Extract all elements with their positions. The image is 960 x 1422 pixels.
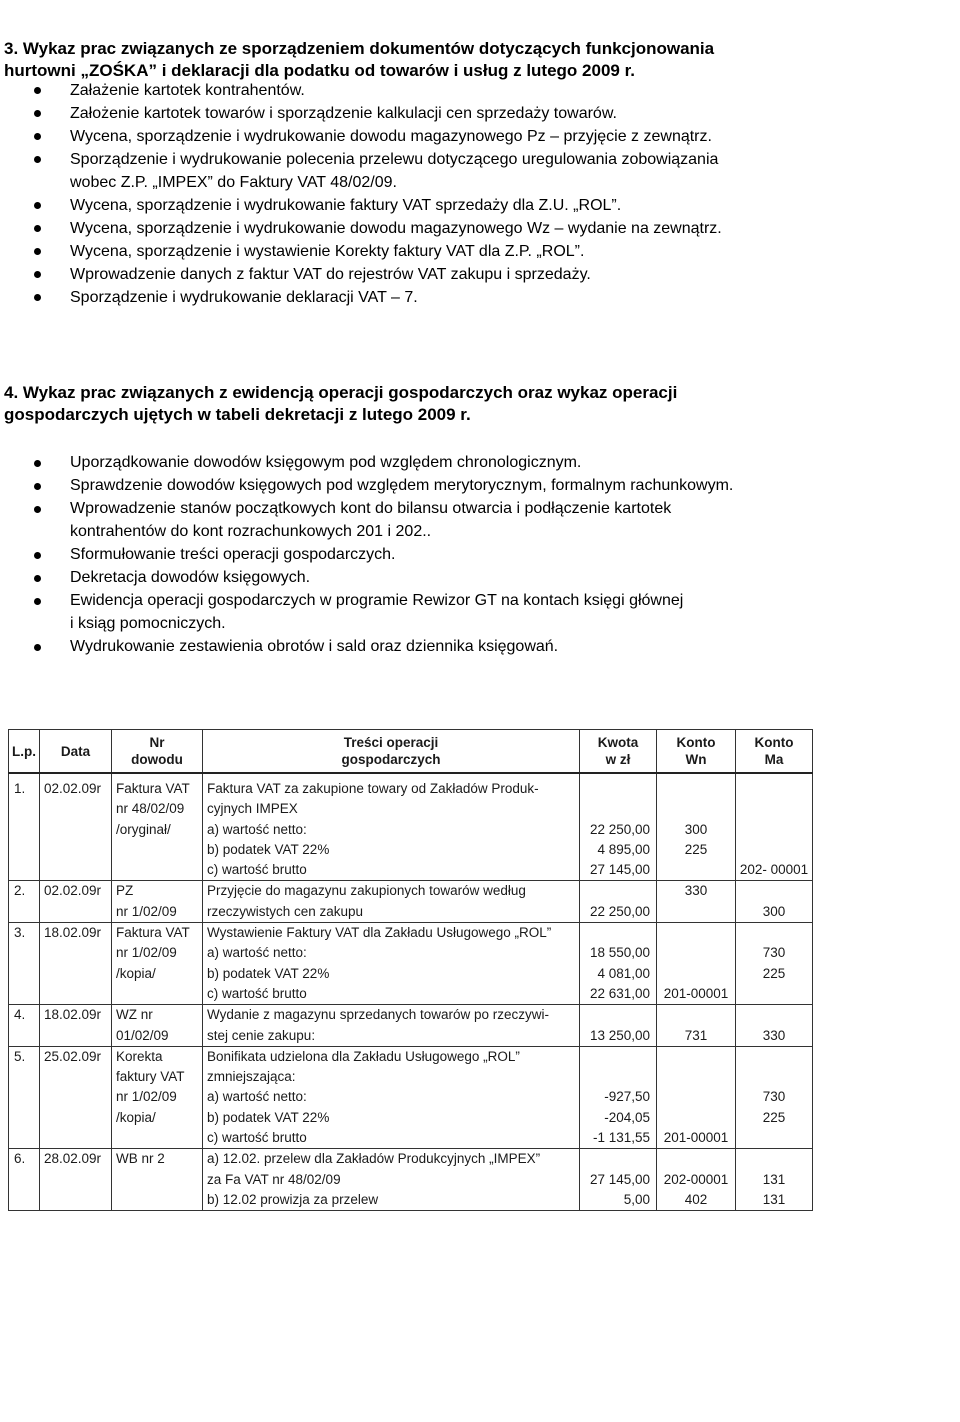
cell-amount-line — [580, 779, 656, 799]
cell-description-line: c) wartość brutto — [207, 862, 307, 878]
cell-date-value: 25.02.09r — [44, 1048, 102, 1064]
cell-description-line: stej cenie zakupu: — [207, 1027, 316, 1043]
cell-account-debit — [657, 1149, 736, 1211]
cell-amount-line: 13 250,00 — [589, 1027, 650, 1043]
section-3-heading — [4, 38, 904, 82]
cell-date — [40, 1046, 112, 1148]
cell-amount-line — [580, 923, 656, 943]
cell-account-credit-line — [736, 1067, 812, 1087]
cell-date — [40, 773, 112, 881]
cell-amount-line — [580, 881, 656, 901]
cell-doc-number-line: /kopia/ — [116, 965, 156, 981]
section-3-list-item — [0, 125, 900, 148]
cell-account-debit — [657, 881, 736, 923]
cell-date-value: 18.02.09r — [44, 1007, 102, 1023]
cell-account-credit-line — [736, 984, 812, 1004]
cell-amount-line — [580, 1149, 656, 1169]
cell-doc-number-line: PZ — [116, 883, 134, 899]
cell-amount-line — [580, 1005, 656, 1025]
cell-account-debit-line — [657, 1087, 735, 1107]
section-3-list-item-text: Załażenie kartotek kontrahentów. — [70, 82, 305, 99]
cell-account-debit-line: 201-00001 — [663, 1130, 729, 1146]
cell-lp — [9, 1149, 40, 1211]
cell-account-debit — [657, 773, 736, 881]
cell-date — [40, 1149, 112, 1211]
cell-account-debit-line — [657, 964, 735, 984]
bullet-icon — [34, 248, 41, 255]
cell-account-debit-line: 731 — [684, 1027, 708, 1043]
cell-description — [203, 1149, 580, 1211]
cell-doc-number-line: WB nr 2 — [116, 1151, 165, 1167]
section-3-list-item — [0, 240, 900, 263]
cell-amount-line: -927,50 — [604, 1089, 650, 1105]
bullet-icon — [34, 271, 41, 278]
cell-account-credit-line: 131 — [762, 1171, 786, 1187]
cell-lp — [9, 1046, 40, 1148]
bullet-icon — [34, 575, 41, 582]
cell-amount-line: 4 895,00 — [597, 841, 650, 857]
bullet-icon — [34, 552, 41, 559]
header-doc-number: Nr dowodu — [112, 730, 203, 774]
cell-account-credit-line: 330 — [762, 1027, 786, 1043]
cell-description-line: a) wartość netto: — [207, 1089, 307, 1105]
section-3-list-item-text: Założenie kartotek towarów i sporządzenie kalkulacji cen sprzedaży towarów. — [70, 105, 617, 122]
cell-account-credit-line — [736, 840, 812, 860]
cell-account-debit-line — [657, 779, 735, 799]
cell-doc-number-line: 01/02/09 — [116, 1027, 169, 1043]
bullet-icon — [34, 87, 41, 94]
bullet-icon — [34, 110, 41, 117]
cell-description-line: zmniejszająca: — [207, 1069, 296, 1085]
section-4-list-item-text: Ewidencja operacji gospodarczych w programie Rewizor GT na kontach księgi głównej — [70, 592, 684, 609]
section-3-list-item — [0, 217, 900, 240]
section-4-list-item-text: Dekretacja dowodów księgowych. — [70, 569, 311, 586]
section-4-heading-line2: gospodarczych ujętych w tabeli dekretacji z lutego 2009 r. — [4, 405, 471, 424]
cell-doc-number — [112, 1149, 203, 1211]
cell-account-debit — [657, 1005, 736, 1047]
section-4-list-item — [0, 589, 900, 635]
cell-date — [40, 923, 112, 1005]
cell-account-credit-line — [736, 923, 812, 943]
cell-account-credit-line: 131 — [762, 1191, 786, 1207]
cell-amount-line: 22 631,00 — [589, 985, 650, 1001]
cell-description — [203, 923, 580, 1005]
cell-description-line: Wydanie z magazynu sprzedanych towarów po rzeczywi- — [207, 1007, 550, 1023]
cell-account-credit-line — [736, 799, 812, 819]
cell-amount-line: 18 550,00 — [589, 945, 650, 961]
cell-lp — [9, 773, 40, 881]
section-4-list-item — [0, 566, 900, 589]
cell-account-credit-line: 730 — [762, 945, 786, 961]
cell-account-debit-line — [657, 943, 735, 963]
cell-description-line: c) wartość brutto — [207, 985, 307, 1001]
header-date: Data — [40, 730, 112, 774]
cell-doc-number — [112, 1046, 203, 1148]
cell-doc-number-line: faktury VAT — [116, 1069, 185, 1085]
cell-doc-number-line: Korekta — [116, 1048, 163, 1064]
section-3-list-item-text: Wycena, sporządzenie i wydrukowanie dowodu magazynowego Wz – wydanie na zewnątrz. — [70, 220, 722, 237]
section-3-heading-line1: 3. Wykaz prac związanych ze sporządzeniem dokumentów dotyczących funkcjonowania — [4, 39, 715, 58]
section-4-list-item-text: i ksiąg pomocniczych. — [70, 615, 226, 632]
cell-doc-number — [112, 1005, 203, 1047]
cell-account-credit-line — [736, 1005, 812, 1025]
cell-lp-value: 2. — [14, 883, 26, 899]
cell-lp-value: 6. — [14, 1151, 26, 1167]
cell-doc-number-line — [112, 1170, 202, 1190]
cell-account-debit-line — [657, 1005, 735, 1025]
cell-description-line: b) podatek VAT 22% — [207, 965, 330, 981]
cell-account-debit-line: 330 — [684, 883, 708, 899]
table-row — [9, 1046, 813, 1148]
cell-lp — [9, 1005, 40, 1047]
cell-account-credit-line: 300 — [762, 903, 786, 919]
cell-amount — [580, 1046, 657, 1148]
cell-description-line: rzeczywistych cen zakupu — [207, 903, 364, 919]
section-3-list-item-text: Wycena, sporządzenie i wystawienie Korekty faktury VAT dla Z.P. „ROL”. — [70, 243, 585, 260]
table-row — [9, 773, 813, 881]
cell-account-credit — [736, 923, 813, 1005]
cell-account-credit-line — [736, 1047, 812, 1067]
cell-doc-number — [112, 773, 203, 881]
cell-account-credit-line: 225 — [762, 965, 786, 981]
cell-doc-number-line: nr 1/02/09 — [116, 945, 177, 961]
section-4-list-item-text: Sprawdzenie dowodów księgowych pod względem merytorycznym, formalnym rachunkowym. — [70, 477, 734, 494]
cell-account-debit-line: 225 — [684, 841, 708, 857]
bullet-icon — [34, 133, 41, 140]
cell-account-credit-line — [736, 779, 812, 799]
section-4-list-item-text: Wydrukowanie zestawienia obrotów i sald oraz dziennika księgowań. — [70, 638, 559, 655]
section-4-list-item — [0, 497, 900, 543]
cell-date-value: 02.02.09r — [44, 781, 102, 796]
cell-account-credit-line: 225 — [762, 1109, 786, 1125]
cell-account-credit-line: 202- 00001 — [739, 862, 809, 878]
table-row — [9, 1005, 813, 1047]
cell-doc-number-line — [112, 984, 202, 1004]
cell-description — [203, 773, 580, 881]
cell-amount-line: 27 145,00 — [589, 862, 650, 878]
section-3-list-item — [0, 79, 900, 102]
cell-description-line: cyjnych IMPEX — [207, 801, 298, 817]
bullet-icon — [34, 460, 41, 467]
section-3-list-item — [0, 263, 900, 286]
table-row — [9, 1149, 813, 1211]
decretation-table — [8, 729, 813, 1211]
cell-account-debit-line — [657, 923, 735, 943]
section-3-list-item — [0, 286, 900, 309]
section-4-list-item — [0, 635, 900, 658]
cell-lp-value: 1. — [14, 781, 26, 796]
cell-description-line: c) wartość brutto — [207, 1130, 307, 1146]
cell-doc-number-line: Faktura VAT — [116, 925, 190, 941]
section-3-list-item — [0, 148, 900, 194]
section-3-list-item — [0, 194, 900, 217]
cell-doc-number — [112, 923, 203, 1005]
cell-amount-line — [580, 799, 656, 819]
section-4-list — [0, 451, 900, 658]
cell-date-value: 28.02.09r — [44, 1151, 102, 1167]
cell-description-line: Wystawienie Faktury VAT dla Zakładu Usługowego „ROL” — [207, 925, 552, 941]
cell-amount — [580, 923, 657, 1005]
section-3-list-item-text: Wycena, sporządzenie i wydrukowanie dowodu magazynowego Pz – przyjęcie z zewnątrz. — [70, 128, 712, 145]
cell-lp-value: 3. — [14, 925, 26, 941]
table-header-row — [9, 730, 813, 774]
cell-description-line: Przyjęcie do magazynu zakupionych towarów według — [207, 883, 526, 899]
section-3-list-item-text: Sporządzenie i wydrukowanie polecenia przelewu dotyczącego uregulowania zobowiązania — [70, 151, 719, 168]
cell-doc-number-line: nr 1/02/09 — [116, 1089, 177, 1105]
section-3-list-item-text: Sporządzenie i wydrukowanie deklaracji VAT – 7. — [70, 289, 418, 306]
section-3-list-item — [0, 102, 900, 125]
section-4-list-item-text: Wprowadzenie stanów początkowych kont do bilansu otwarcia i podłączenie kartotek — [70, 500, 672, 517]
cell-amount — [580, 881, 657, 923]
section-4-list-item — [0, 543, 900, 566]
cell-doc-number-line: Faktura VAT — [116, 781, 190, 796]
cell-account-debit-line — [657, 1067, 735, 1087]
cell-amount-line: -204,05 — [604, 1109, 650, 1125]
cell-account-debit-line: 300 — [684, 821, 708, 837]
section-4-list-item — [0, 474, 900, 497]
cell-description-line: Faktura VAT za zakupione towary od Zakładów Produk- — [207, 781, 539, 796]
cell-account-debit — [657, 1046, 736, 1148]
cell-description — [203, 1046, 580, 1148]
section-4-list-item-text: Sformułowanie treści operacji gospodarczych. — [70, 546, 396, 563]
bullet-icon — [34, 156, 41, 163]
cell-description-line: a) 12.02. przelew dla Zakładów Produkcyjnych „IMPEX” — [207, 1151, 541, 1167]
table-body — [9, 773, 813, 1211]
section-4-list-item-text: Uporządkowanie dowodów księgowym pod względem chronologicznym. — [70, 454, 582, 471]
bullet-icon — [34, 294, 41, 301]
cell-amount-line: -1 131,55 — [592, 1130, 650, 1146]
bullet-icon — [34, 483, 41, 490]
cell-amount-line: 22 250,00 — [589, 903, 650, 919]
section-4-heading — [4, 382, 904, 426]
header-amount: Kwota w zł — [580, 730, 657, 774]
cell-account-credit-line — [736, 820, 812, 840]
cell-lp-value: 5. — [14, 1048, 26, 1064]
cell-description — [203, 881, 580, 923]
bullet-icon — [34, 644, 41, 651]
section-4-list-item — [0, 451, 900, 474]
cell-doc-number-line: nr 1/02/09 — [116, 903, 177, 919]
cell-description-line: b) podatek VAT 22% — [207, 1109, 330, 1125]
cell-account-credit — [736, 773, 813, 881]
cell-doc-number-line: /oryginał/ — [116, 821, 171, 837]
bullet-icon — [34, 202, 41, 209]
table-row — [9, 881, 813, 923]
cell-amount-line: 4 081,00 — [597, 965, 650, 981]
cell-lp — [9, 923, 40, 1005]
section-3-list-item-text: wobec Z.P. „IMPEX” do Faktury VAT 48/02/09. — [70, 174, 397, 191]
header-account-credit: Konto Ma — [736, 730, 813, 774]
cell-doc-number-line — [112, 1128, 202, 1148]
cell-account-credit-line — [736, 1128, 812, 1148]
cell-account-credit-line — [736, 1149, 812, 1169]
cell-doc-number — [112, 881, 203, 923]
section-3-list-item-text: Wycena, sporządzenie i wydrukowanie faktury VAT sprzedaży dla Z.U. „ROL”. — [70, 197, 622, 214]
header-lp: L.p. — [9, 730, 40, 774]
bullet-icon — [34, 225, 41, 232]
cell-doc-number-line — [112, 860, 202, 880]
cell-account-debit-line — [657, 1149, 735, 1169]
cell-description — [203, 1005, 580, 1047]
cell-account-debit-line — [657, 1047, 735, 1067]
cell-amount-line — [580, 1047, 656, 1067]
cell-lp-value: 4. — [14, 1007, 26, 1023]
cell-account-credit-line: 730 — [762, 1089, 786, 1105]
cell-account-debit-line — [657, 860, 735, 880]
cell-account-debit-line: 201-00001 — [663, 985, 729, 1001]
cell-doc-number-line — [112, 840, 202, 860]
cell-account-credit — [736, 1046, 813, 1148]
cell-amount-line: 27 145,00 — [589, 1171, 650, 1187]
cell-doc-number-line: /kopia/ — [116, 1109, 156, 1125]
section-3-list — [0, 79, 900, 309]
section-3-heading-line2: hurtowni „ZOŚKA” i deklaracji dla podatku od towarów i usług z lutego 2009 r. — [4, 61, 635, 80]
cell-description-line: b) podatek VAT 22% — [207, 841, 330, 857]
section-4-heading-line1: 4. Wykaz prac związanych z ewidencją operacji gospodarczych oraz wykaz operacji — [4, 383, 678, 402]
cell-description-line: Bonifikata udzielona dla Zakładu Usługowego „ROL” — [207, 1048, 520, 1064]
cell-date-value: 18.02.09r — [44, 925, 102, 941]
header-description: Treści operacji gospodarczych — [203, 730, 580, 774]
cell-amount — [580, 1149, 657, 1211]
cell-account-credit — [736, 1005, 813, 1047]
cell-amount-line: 22 250,00 — [589, 821, 650, 837]
cell-amount — [580, 1005, 657, 1047]
cell-account-credit — [736, 1149, 813, 1211]
cell-amount-line: 5,00 — [623, 1191, 650, 1207]
cell-account-debit-line — [657, 902, 735, 922]
cell-account-debit-line — [657, 799, 735, 819]
cell-description-line: b) 12.02 prowizja za przelew — [207, 1191, 379, 1207]
cell-account-debit-line: 402 — [684, 1191, 708, 1207]
cell-date — [40, 881, 112, 923]
cell-date — [40, 1005, 112, 1047]
cell-date-value: 02.02.09r — [44, 883, 102, 899]
cell-description-line: za Fa VAT nr 48/02/09 — [207, 1171, 341, 1187]
cell-account-credit — [736, 881, 813, 923]
header-account-debit: Konto Wn — [657, 730, 736, 774]
cell-account-debit-line — [657, 1108, 735, 1128]
cell-lp — [9, 881, 40, 923]
cell-account-debit — [657, 923, 736, 1005]
cell-doc-number-line: nr 48/02/09 — [116, 801, 185, 817]
section-4-list-item-text: kontrahentów do kont rozrachunkowych 201 i 202.. — [70, 523, 432, 540]
cell-amount — [580, 773, 657, 881]
cell-description-line: a) wartość netto: — [207, 821, 307, 837]
bullet-icon — [34, 598, 41, 605]
cell-amount-line — [580, 1067, 656, 1087]
bullet-icon — [34, 506, 41, 513]
section-3-list-item-text: Wprowadzenie danych z faktur VAT do rejestrów VAT zakupu i sprzedaży. — [70, 266, 591, 283]
cell-account-debit-line: 202-00001 — [663, 1171, 729, 1187]
cell-doc-number-line: WZ nr — [116, 1007, 153, 1023]
cell-doc-number-line — [112, 1190, 202, 1210]
cell-account-credit-line — [736, 881, 812, 901]
table-row — [9, 923, 813, 1005]
cell-description-line: a) wartość netto: — [207, 945, 307, 961]
